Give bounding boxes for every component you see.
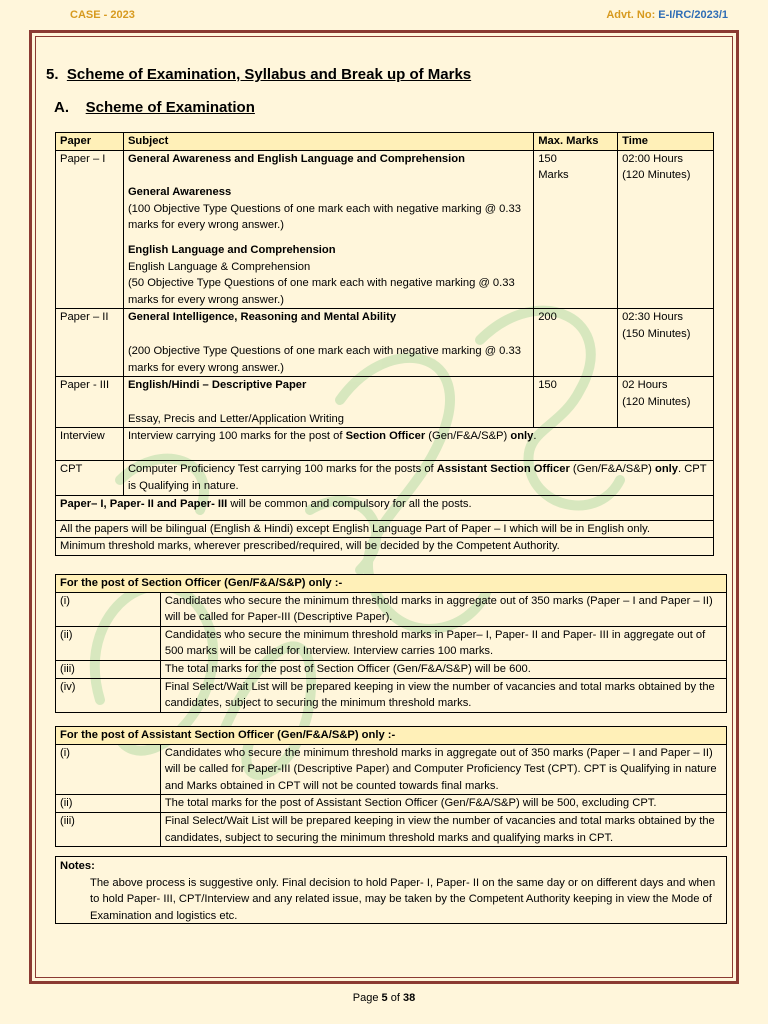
scheme-table-header [56, 133, 714, 151]
col-header-time: Time [618, 133, 714, 151]
scheme-table [55, 132, 714, 556]
cpt-text: Computer Proficiency Test carrying 100 marks for the posts of Assistant Section Officer (Gen/F&A/S&P) only. CPT is Qualifying in nature. [123, 461, 713, 495]
col-header-subject: Subject [123, 133, 533, 151]
paper-2-marks: 200 [534, 309, 618, 377]
col-header-paper: Paper [56, 133, 124, 151]
paper-2-minutes: (150 Minutes) [622, 327, 691, 340]
section-number: 5. [46, 66, 59, 83]
table-row-interview [56, 428, 714, 461]
section-officer-table [55, 574, 727, 713]
paper-1-hours: 02:00 Hours [622, 152, 684, 165]
footer-of-word: of [390, 992, 400, 1004]
paper-1-marks-unit: Marks [538, 169, 569, 182]
table-row [56, 626, 727, 660]
row-number: (ii) [56, 795, 161, 813]
table-row [56, 812, 727, 846]
table-row-common-papers [56, 495, 714, 520]
advt-number: E-I/RC/2023/1 [658, 9, 728, 21]
table-row-paper-2 [56, 309, 714, 377]
paper-2-text: (200 Objective Type Questions of one mark each with negative marking @ 0.33 marks for every wrong answer.) [127, 344, 521, 374]
subsection-letter: A. [54, 99, 69, 116]
paper-2-time [618, 309, 714, 377]
notes-title: Notes: [60, 860, 95, 872]
paper-1-minutes: (120 Minutes) [622, 169, 691, 182]
table-row-paper-1 [56, 150, 714, 309]
row-number: (i) [56, 592, 161, 626]
assistant-section-officer-header [56, 727, 727, 745]
paper-3-label: Paper - III [56, 377, 124, 428]
section-heading [46, 66, 471, 83]
notes-box [55, 856, 727, 924]
assistant-section-officer-table [55, 726, 727, 847]
paper-3-time [618, 377, 714, 428]
header-advt-no [606, 9, 728, 21]
bilingual-text: All the papers will be bilingual (English & Hindi) except English Language Part of Paper – I which will be in English only. [56, 520, 714, 538]
footer-page-number: 5 [381, 992, 388, 1004]
common-papers-text: Paper– I, Paper- II and Paper- III will be common and compulsory for all the posts. [56, 495, 714, 520]
paper-1-time [618, 150, 714, 309]
advt-label: Advt. No: [606, 9, 656, 21]
footer-page-word: Page [352, 992, 379, 1004]
row-text: Candidates who secure the minimum threshold marks in aggregate out of 350 marks (Paper – I and Paper – II) will be called for Paper-III (Descriptive Paper). [160, 592, 726, 626]
english-language-text: (50 Objective Type Questions of one mark each with negative marking @ 0.33 marks for every wrong answer.) [127, 277, 515, 306]
row-text: The total marks for the post of Assistant Section Officer (Gen/F&A/S&P) will be 500, excluding CPT. [160, 795, 726, 813]
general-awareness-text: (100 Objective Type Questions of one mark each with negative marking @ 0.33 marks for every wrong answer.) [127, 202, 521, 232]
english-language-subtitle: English Language & Comprehension [127, 260, 311, 273]
english-language-title: English Language and Comprehension [127, 243, 336, 256]
paper-3-title: English/Hindi – Descriptive Paper [127, 379, 307, 392]
paper-2-label: Paper – II [56, 309, 124, 377]
paper-1-label: Paper – I [56, 150, 124, 309]
table-row [56, 592, 727, 626]
table-row [56, 660, 727, 678]
paper-3-subject [123, 377, 533, 428]
interview-label: Interview [56, 428, 124, 461]
paper-1-title: General Awareness and English Language and Comprehension [127, 152, 465, 165]
row-text: Final Select/Wait List will be prepared keeping in view the number of vacancies and total marks obtained by the candidates, subject to securing the minimum threshold marks and qualifying marks in CPT. [160, 812, 726, 846]
interview-text: Interview carrying 100 marks for the post of Section Officer (Gen/F&A/S&P) only. [123, 428, 713, 461]
cpt-label: CPT [56, 461, 124, 495]
row-number: (ii) [56, 626, 161, 660]
row-text: Candidates who secure the minimum threshold marks in Paper– I, Paper- II and Paper- III in aggregate out of 500 marks will be called for Interview. Interview carries 100 marks. [160, 626, 726, 660]
row-number: (iv) [56, 678, 161, 712]
assistant-section-officer-heading: For the post of Assistant Section Officer (Gen/F&A/S&P) only :- [56, 727, 727, 745]
row-text: Final Select/Wait List will be prepared keeping in view the number of vacancies and total marks obtained by the candidates, subject to securing the minimum threshold marks. [160, 678, 726, 712]
paper-1-marks [534, 150, 618, 309]
table-row [56, 744, 727, 795]
page-footer [0, 992, 768, 1004]
section-officer-header [56, 575, 727, 593]
paper-2-hours: 02:30 Hours [622, 311, 684, 324]
notes-text: The above process is suggestive only. Final decision to hold Paper- I, Paper- II on the same day or on different days and when to hold Paper- III, CPT/Interview and any related issue, may be taken by the Competent Authority keeping in view the Mode of Examination and logistics etc. [90, 876, 716, 922]
paper-3-minutes: (120 Minutes) [622, 395, 691, 408]
table-row-bilingual [56, 520, 714, 538]
row-text: Candidates who secure the minimum threshold marks in aggregate out of 350 marks (Paper – I and Paper – II) will be called for Paper-III (Descriptive Paper) and Computer Proficiency Test (CPT). CPT is Qualifying in nature and Marks obtained in CPT will not be counted towards final marks. [160, 744, 726, 795]
table-row-threshold [56, 538, 714, 556]
section-officer-heading: For the post of Section Officer (Gen/F&A/S&P) only :- [56, 575, 727, 593]
subsection-title: Scheme of Examination [85, 99, 255, 116]
table-row-paper-3 [56, 377, 714, 428]
footer-total-pages: 38 [402, 992, 416, 1004]
row-text: The total marks for the post of Section Officer (Gen/F&A/S&P) will be 600. [160, 660, 726, 678]
section-title: Scheme of Examination, Syllabus and Break up of Marks [66, 66, 472, 83]
threshold-text: Minimum threshold marks, wherever prescribed/required, will be decided by the Competent Authority. [56, 538, 714, 556]
paper-2-title: General Intelligence, Reasoning and Mental Ability [127, 311, 397, 324]
paper-3-text: Essay, Precis and Letter/Application Writing [127, 412, 344, 425]
paper-3-marks: 150 [534, 377, 618, 428]
paper-1-marks-value: 150 [538, 152, 557, 165]
col-header-max-marks: Max. Marks [534, 133, 618, 151]
paper-2-subject [123, 309, 533, 377]
row-number: (i) [56, 744, 161, 795]
header-case-year: CASE - 2023 [70, 9, 135, 21]
subsection-heading [54, 99, 255, 116]
paper-3-hours: 02 Hours [622, 379, 668, 392]
paper-1-subject [123, 150, 533, 309]
table-row-cpt [56, 461, 714, 495]
row-number: (iii) [56, 660, 161, 678]
general-awareness-title: General Awareness [127, 186, 232, 199]
table-row [56, 795, 727, 813]
row-number: (iii) [56, 812, 161, 846]
table-row [56, 678, 727, 712]
